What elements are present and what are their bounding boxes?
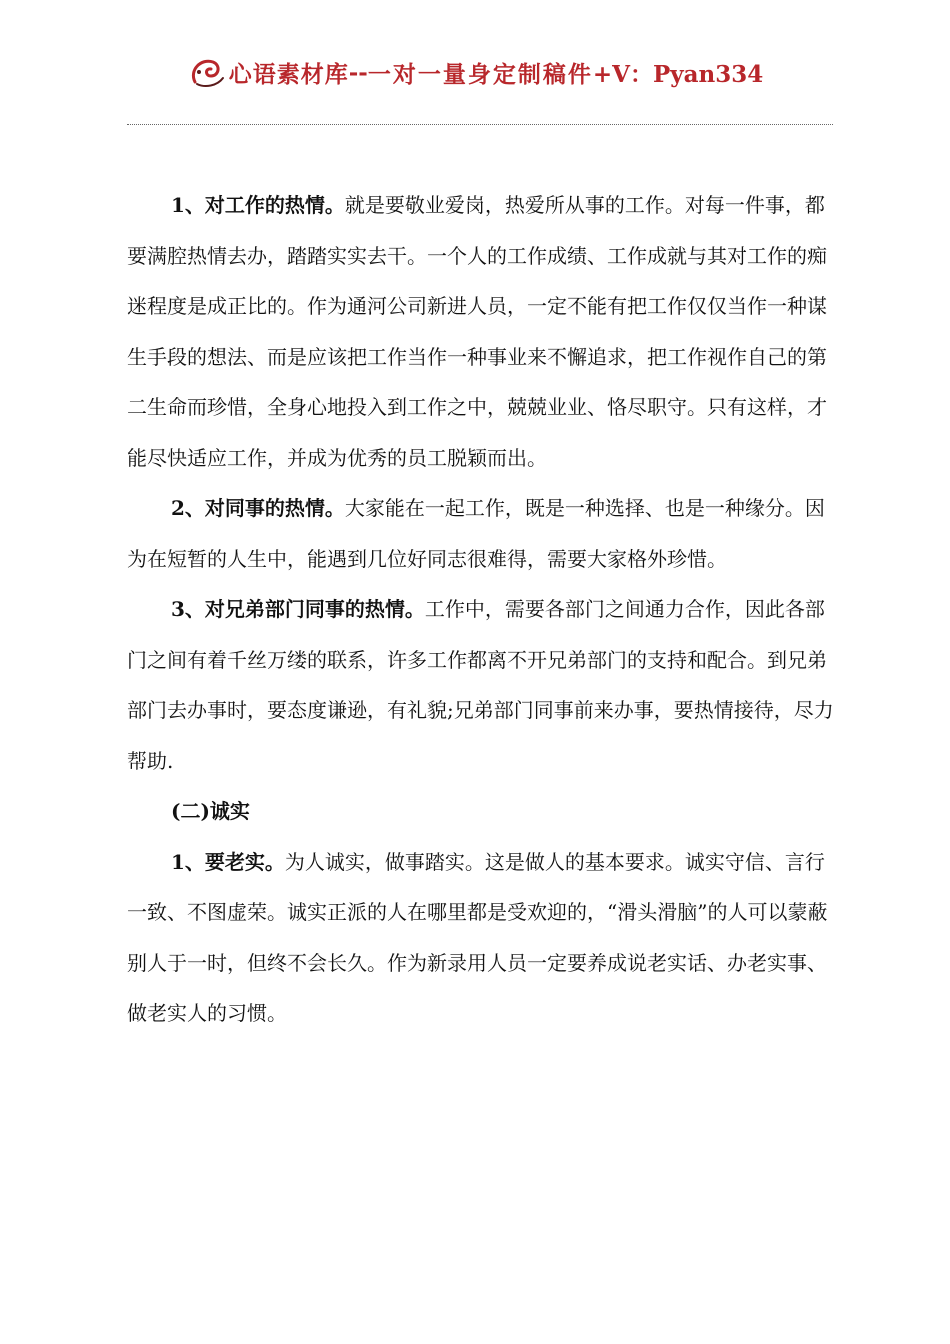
paragraph-4: [127, 837, 839, 1039]
paragraph-3-text: 工作中，需要各部门之间通力合作，因此各部门之间有着千丝万缕的联系，许多工作都离不开兄弟部门的支持和配合。到兄弟部门去办事时，要态度谦逊，有礼貌;兄弟部门同事前来办事，要热情接待，尽力帮助.: [127, 597, 834, 773]
paragraph-2-text: 大家能在一起工作，既是一种选择、也是一种缘分。因为在短暂的人生中，能遇到几位好同志很难得，需要大家格外珍惜。: [127, 496, 825, 571]
paragraph-3: [127, 584, 839, 786]
header-wechat: +V：Pyan334: [592, 60, 764, 88]
paragraph-4-text: 为人诚实，做事踏实。这是做人的基本要求。诚实守信、言行一致、不图虚荣。诚实正派的人在哪里都是受欢迎的，“滑头滑脑”的人可以蒙蔽别人于一时，但终不会长久。作为新录用人员一定要养成说老实话、办老实事、做老实人的习惯。: [127, 849, 828, 1025]
page-header: [0, 52, 950, 102]
paragraph-1: [127, 180, 839, 483]
header-brand: 心语素材库: [228, 60, 349, 88]
header-separator: --: [348, 58, 368, 86]
header-divider: [127, 124, 833, 125]
document-body: [127, 180, 839, 1039]
paragraph-3-lead: 3、对兄弟部门同事的热情。: [171, 597, 425, 621]
swirl-logo-icon: [187, 52, 227, 92]
paragraph-4-lead: 1、要老实。: [171, 849, 285, 874]
section-title: (二)诚实: [171, 799, 250, 823]
paragraph-2-lead: 2、对同事的热情。: [171, 496, 345, 520]
paragraph-1-text: 就是要敬业爱岗，热爱所从事的工作。对每一件事，都要满腔热情去办，踏踏实实去干。一个人的工作成绩、工作成就与其对工作的痴迷程度是成正比的。作为通河公司新进人员，一定不能有把工作仅仅当作一种谋生手段的想法、而是应该把工作当作一种事业来不懈追求，把工作视作自己的第二生命而珍惜，全身心地投入到工作之中，兢兢业业、恪尽职守。只有这样，才能尽快适应工作，并成为优秀的员工脱颖而出。: [127, 193, 827, 470]
paragraph-1-lead: 1、对工作的热情。: [171, 193, 345, 217]
paragraph-2: [127, 483, 839, 584]
header-line: [187, 52, 764, 92]
header-slogan: 一对一量身定制稿件: [367, 61, 593, 88]
